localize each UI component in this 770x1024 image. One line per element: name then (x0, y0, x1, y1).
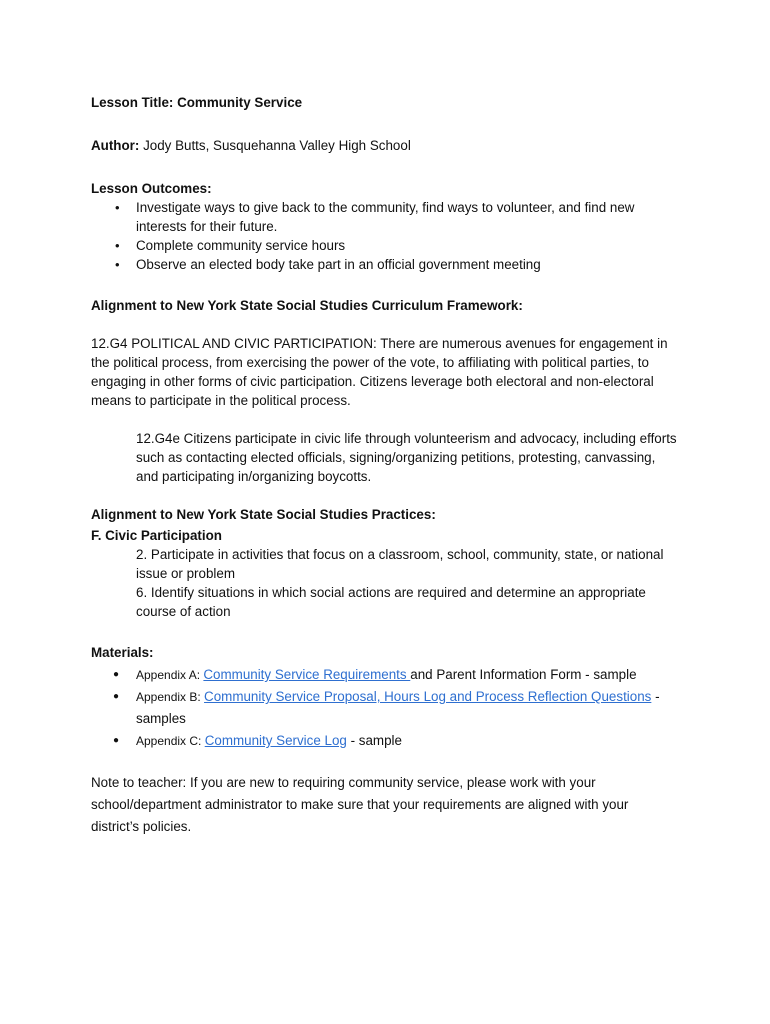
lesson-title: Lesson Title: Community Service (91, 95, 303, 110)
appendix-a-link[interactable]: Community Service Requirements (203, 667, 411, 682)
list-item (91, 730, 680, 752)
appendix-suffix: - samples (136, 689, 660, 726)
appendix-label: Appendix C: (136, 734, 205, 748)
list-item (91, 686, 680, 730)
list-item: • Complete community service hours (91, 236, 680, 255)
outcomes-heading: Lesson Outcomes: (91, 181, 212, 196)
appendix-label: Appendix B: (136, 690, 205, 704)
materials-heading: Materials: (91, 645, 154, 660)
practice-item: 6. Identify situations in which social actions are required and determine an appropriate course of action (136, 585, 646, 619)
appendix-label: Appendix A: (136, 668, 204, 682)
list-item (91, 664, 680, 686)
list-item: • Investigate ways to give back to the community, find ways to volunteer, and find new interests for their future. (91, 198, 680, 236)
framework-paragraph: 12.G4 POLITICAL AND CIVIC PARTICIPATION: There are numerous avenues for engagement in the political process, from exercising the power of the vote, to affiliating with political parties, to engaging in other forms of civic participation. Citizens leverage both electoral and non-electoral means to participate in the political process. (91, 336, 668, 408)
framework-heading: Alignment to New York State Social Studies Curriculum Framework: (91, 298, 523, 313)
appendix-c-link[interactable]: Community Service Log (204, 733, 347, 748)
appendix-suffix: - sample (346, 733, 402, 748)
materials-list (91, 664, 680, 752)
appendix-b-link[interactable]: Community Service Proposal, Hours Log and Process Reflection Questions (204, 689, 652, 704)
author-value: Jody Butts, Susquehanna Valley High School (139, 138, 411, 153)
practices-heading: Alignment to New York State Social Studies Practices: (91, 507, 436, 522)
outcomes-list (91, 198, 680, 274)
teacher-note: Note to teacher: If you are new to requiring community service, please work with your school/department administrator to make sure that your requirements are aligned with your district’s policies. (91, 775, 629, 834)
framework-sub-paragraph: 12.G4e Citizens participate in civic life through volunteerism and advocacy, including efforts such as contacting elected officials, signing/organizing petitions, protesting, canvassing, and participating in/organizing boycotts. (136, 431, 677, 484)
author-line (91, 136, 680, 155)
appendix-suffix: and Parent Information Form - sample (410, 667, 637, 682)
author-label: Author: (91, 138, 140, 153)
list-item: • Observe an elected body take part in an official government meeting (91, 255, 680, 274)
practices-subheading: F. Civic Participation (91, 528, 222, 543)
practice-item: 2. Participate in activities that focus on a classroom, school, community, state, or national issue or problem (136, 547, 664, 581)
